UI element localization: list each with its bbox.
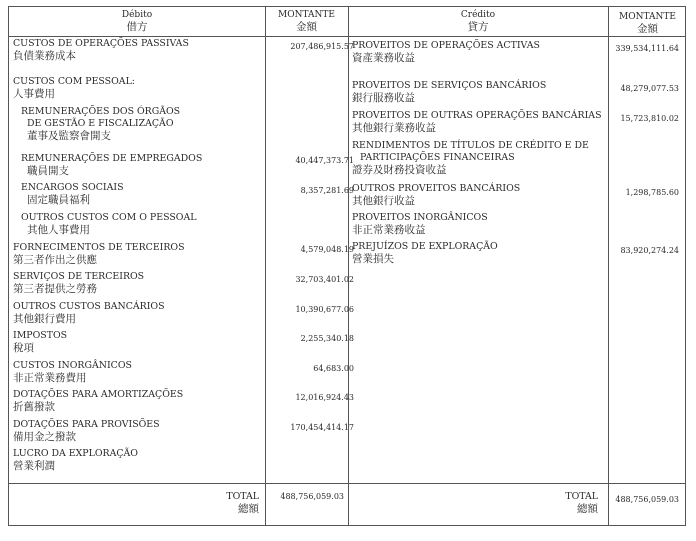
credit-amount: 15,723,810.02 — [620, 114, 679, 123]
debit-amount: 64,683.00 — [313, 364, 354, 373]
row-label-pt: DOTAÇÕES PARA PROVISÕES — [13, 419, 160, 430]
row-label-cn: 資產業務收益 — [352, 52, 415, 64]
credit-total-amount: 488,756,059.03 — [615, 495, 679, 504]
column-divider — [348, 7, 349, 525]
row-label-pt: SERVIÇOS DE TERCEIROS — [13, 271, 145, 282]
debit-row-label — [21, 182, 124, 206]
debit-amount: 8,357,281.69 — [300, 186, 354, 195]
debit-total-label — [226, 491, 259, 515]
row-label-cn: 其他銀行業務收益 — [352, 122, 436, 134]
row-label-pt: CUSTOS INORGÂNICOS — [13, 360, 132, 371]
credit-amount: 339,534,111.64 — [615, 44, 679, 53]
row-label-cn: 非正常業務收益 — [352, 224, 426, 236]
debit-row-label — [13, 271, 144, 295]
row-label-cn: 營業利潤 — [13, 460, 55, 472]
debit-row-label — [13, 360, 132, 384]
credit-row-label — [352, 212, 488, 236]
row-label-pt: IMPOSTOS — [13, 330, 68, 341]
total-label-pt: TOTAL — [565, 491, 598, 502]
header-montante-pt: MONTANTE — [278, 10, 335, 20]
row-label-pt: PROVEITOS INORGÂNICOS — [352, 212, 488, 223]
debit-amount: 207,486,915.57 — [290, 42, 354, 51]
header-credit — [348, 9, 608, 33]
row-label-pt: PROVEITOS DE SERVIÇOS BANCÁRIOS — [352, 80, 547, 91]
row-label-cn: 其他銀行費用 — [13, 313, 76, 325]
debit-amount: 2,255,340.18 — [300, 334, 354, 343]
debit-row-label — [21, 153, 202, 177]
row-label-pt: PROVEITOS DE OUTRAS OPERAÇÕES BANCÁRIAS — [352, 110, 602, 121]
row-label-cn: 稅項 — [13, 342, 34, 354]
total-divider — [9, 483, 685, 484]
row-label-pt: LUCRO DA EXPLORAÇÃO — [13, 448, 138, 459]
debit-amount: 170,454,414.17 — [290, 423, 354, 432]
debit-row-label — [13, 76, 135, 100]
row-label-cn: 第三者作出之供應 — [13, 254, 97, 266]
credit-row-label — [352, 241, 498, 265]
header-debit-pt: Débito — [121, 10, 153, 20]
header-montante-cn: 金額 — [637, 23, 658, 35]
row-label-pt: FORNECIMENTOS DE TERCEIROS — [13, 242, 185, 253]
header-montante-cn: 金額 — [296, 21, 317, 33]
row-label-pt: PROVEITOS DE OPERAÇÕES ACTIVAS — [352, 40, 540, 51]
debit-row-label — [21, 106, 180, 142]
row-label-pt: ENCARGOS SOCIAIS — [21, 182, 124, 193]
credit-row-label — [352, 140, 589, 176]
debit-row-label — [21, 212, 196, 236]
debit-amount: 40,447,373.71 — [295, 156, 354, 165]
debit-row-label — [13, 419, 160, 443]
header-divider — [9, 36, 685, 37]
row-label-pt: REMUNERAÇÕES DE EMPREGADOS — [21, 153, 203, 164]
row-label-cn: 第三者提供之勞務 — [13, 283, 97, 295]
row-label-cn: 折舊撥款 — [13, 401, 55, 413]
credit-row-label — [352, 40, 540, 64]
credit-row-label — [352, 80, 546, 104]
credit-amount: 1,298,785.60 — [625, 188, 679, 197]
header-credit-pt: Crédito — [460, 10, 496, 20]
row-label-pt: OUTROS CUSTOS BANCÁRIOS — [13, 301, 165, 312]
row-label-cn: 其他人事費用 — [27, 224, 90, 236]
row-label-cn: 職員開支 — [27, 165, 69, 177]
header-debit — [9, 9, 265, 33]
credit-row-label — [352, 183, 520, 207]
row-label-pt: CUSTOS DE OPERAÇÕES PASSIVAS — [13, 38, 189, 49]
row-label-cn: 人事費用 — [13, 88, 55, 100]
row-label-pt-continued: PARTICIPAÇÕES FINANCEIRAS — [360, 152, 515, 163]
total-label-pt: TOTAL — [226, 491, 259, 502]
row-label-pt: DOTAÇÕES PARA AMORTIZAÇÕES — [13, 389, 184, 400]
row-label-pt-continued: DE GESTÃO E FISCALIZAÇÃO — [27, 118, 174, 129]
debit-row-label — [13, 38, 189, 62]
debit-row-label — [13, 301, 165, 325]
column-divider — [265, 7, 266, 525]
row-label-cn: 證券及財務投資收益 — [352, 164, 447, 176]
header-amount-credit — [608, 11, 687, 35]
row-label-cn: 非正常業務費用 — [13, 372, 87, 384]
credit-row-label — [352, 110, 602, 134]
credit-total-label — [565, 491, 598, 515]
debit-amount: 32,703,401.02 — [295, 275, 354, 284]
debit-row-label — [13, 389, 183, 413]
total-label-cn: 總額 — [238, 503, 259, 515]
row-label-cn: 營業損失 — [352, 253, 394, 265]
row-label-cn: 備用金之撥款 — [13, 431, 76, 443]
credit-amount: 48,279,077.53 — [620, 84, 679, 93]
debit-amount: 12,016,924.43 — [295, 393, 354, 402]
debit-amount: 10,390,677.06 — [295, 305, 354, 314]
row-label-cn: 銀行服務收益 — [352, 92, 415, 104]
header-credit-cn: 貸方 — [467, 21, 489, 33]
profit-loss-table — [8, 6, 686, 526]
row-label-pt: REMUNERAÇÕES DOS ÓRGÃOS — [21, 106, 181, 117]
row-label-pt: OUTROS CUSTOS COM O PESSOAL — [21, 212, 197, 223]
debit-row-label — [13, 242, 185, 266]
row-label-pt: RENDIMENTOS DE TÍTULOS DE CRÉDITO E DE — [352, 140, 589, 151]
debit-total-amount: 488,756,059.03 — [280, 492, 344, 501]
header-debit-cn: 借方 — [126, 21, 148, 33]
row-label-pt: CUSTOS COM PESSOAL: — [13, 76, 135, 87]
row-label-cn: 固定職員福利 — [27, 194, 90, 206]
header-amount-debit — [265, 9, 348, 33]
debit-row-label — [13, 448, 138, 472]
total-label-cn: 總額 — [577, 503, 598, 515]
row-label-cn: 其他銀行收益 — [352, 195, 415, 207]
credit-amount: 83,920,274.24 — [620, 246, 679, 255]
column-divider — [608, 7, 609, 525]
row-label-cn: 負債業務成本 — [13, 50, 76, 62]
row-label-cn: 董事及監察會開支 — [27, 130, 111, 142]
debit-amount: 4,579,048.19 — [300, 245, 354, 254]
row-label-pt: PREJUÍZOS DE EXPLORAÇÃO — [352, 241, 498, 252]
debit-row-label — [13, 330, 67, 354]
header-montante-pt: MONTANTE — [619, 12, 676, 22]
row-label-pt: OUTROS PROVEITOS BANCÁRIOS — [352, 183, 521, 194]
